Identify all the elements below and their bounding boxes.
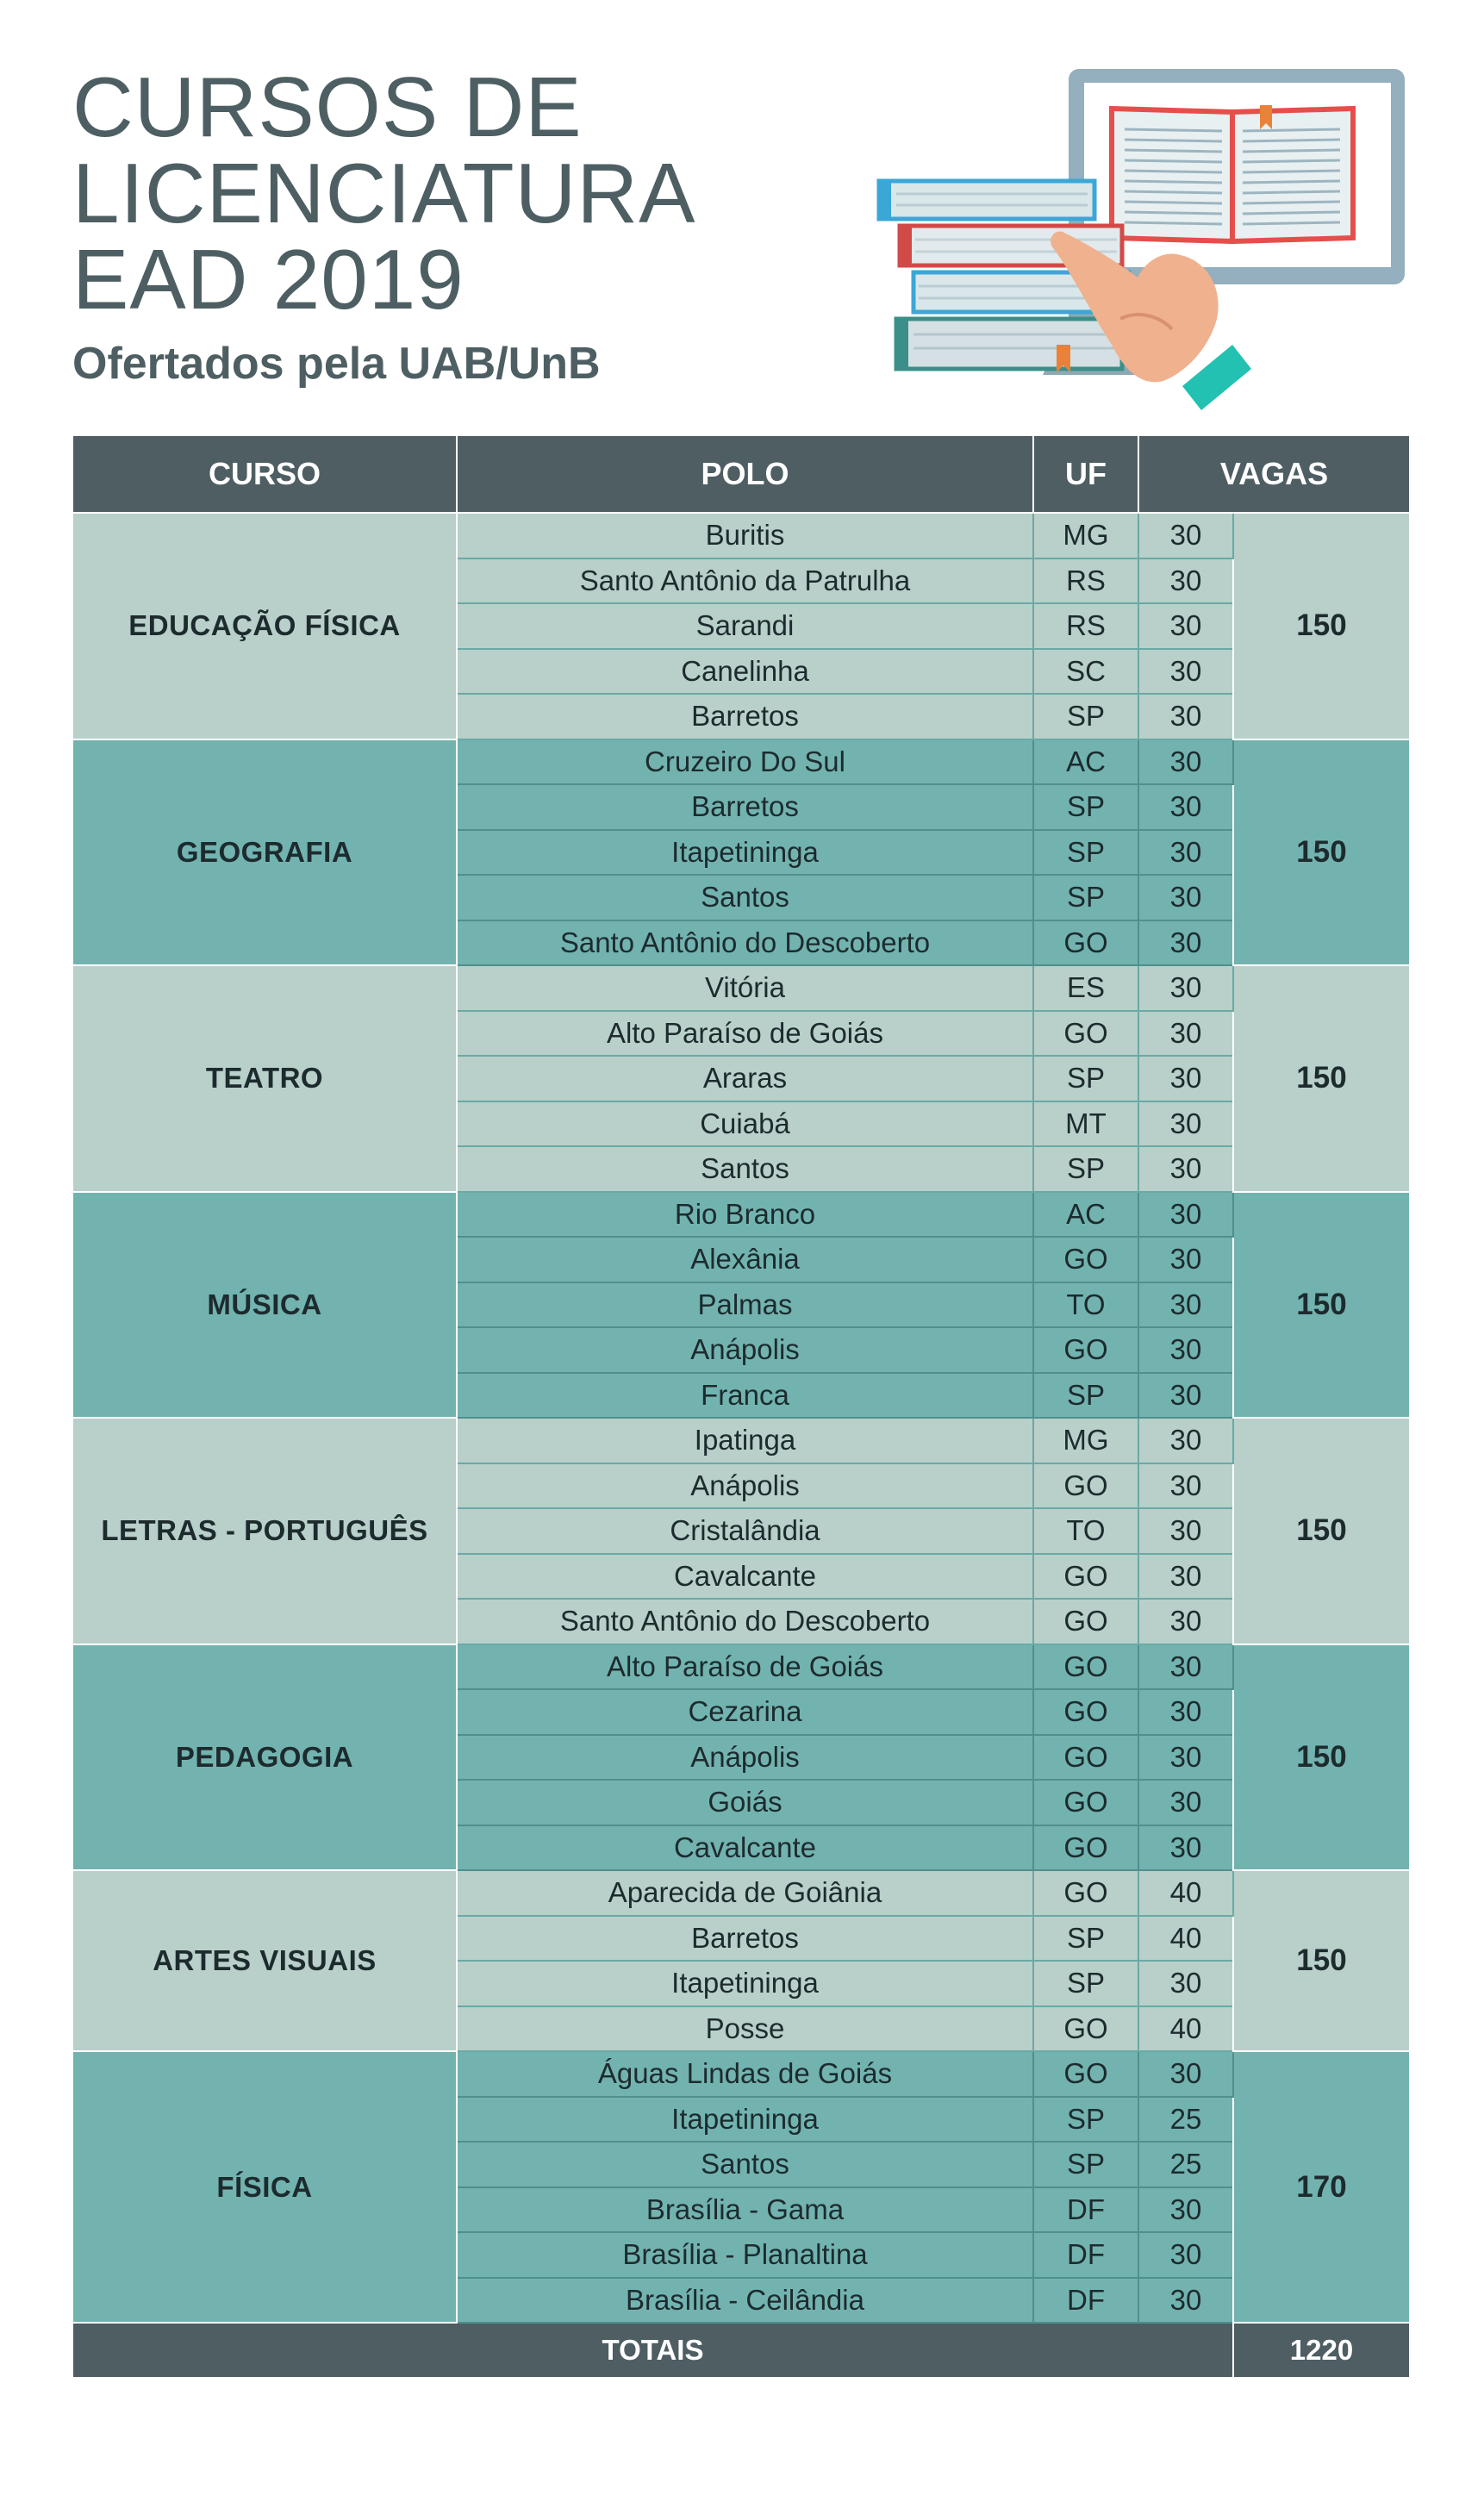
vagas-cell: 30: [1138, 649, 1233, 695]
vagas-cell: 30: [1138, 1554, 1233, 1600]
vagas-cell: 30: [1138, 1961, 1233, 2006]
polo-cell: Goiás: [457, 1780, 1033, 1825]
polo-cell: Alto Paraíso de Goiás: [457, 1644, 1033, 1690]
vagas-cell: 30: [1138, 558, 1233, 604]
vagas-cell: 30: [1138, 830, 1233, 876]
vagas-cell: 30: [1138, 1282, 1233, 1328]
uf-cell: TO: [1033, 1508, 1138, 1554]
polo-cell: Ipatinga: [457, 1418, 1033, 1463]
polo-cell: Santos: [457, 1146, 1033, 1192]
uf-cell: SP: [1033, 2097, 1138, 2143]
vagas-cell: 30: [1138, 965, 1233, 1011]
uf-cell: RS: [1033, 558, 1138, 604]
polo-cell: Cezarina: [457, 1689, 1033, 1735]
uf-cell: SP: [1033, 1373, 1138, 1419]
polo-cell: Palmas: [457, 1282, 1033, 1328]
polo-cell: Anápolis: [457, 1735, 1033, 1781]
vagas-cell: 30: [1138, 1780, 1233, 1825]
totals-label: TOTAIS: [72, 2323, 1233, 2378]
vagas-cell: 30: [1138, 875, 1233, 920]
course-name-cell: PEDAGOGIA: [72, 1644, 457, 1871]
vagas-cell: 30: [1138, 1463, 1233, 1509]
vagas-cell: 30: [1138, 1011, 1233, 1057]
vagas-cell: 25: [1138, 2097, 1233, 2143]
uf-cell: GO: [1033, 1599, 1138, 1644]
table-row: [72, 739, 1410, 785]
uf-cell: GO: [1033, 1870, 1138, 1916]
vagas-cell: 30: [1138, 1689, 1233, 1735]
vagas-cell: 30: [1138, 1237, 1233, 1282]
books-computer-illustration: [862, 60, 1422, 414]
uf-cell: SP: [1033, 1961, 1138, 2006]
uf-cell: SP: [1033, 1146, 1138, 1192]
uf-cell: MG: [1033, 513, 1138, 558]
polo-cell: Itapetininga: [457, 1961, 1033, 2006]
uf-cell: GO: [1033, 1644, 1138, 1690]
uf-cell: GO: [1033, 2051, 1138, 2097]
polo-cell: Brasília - Ceilândia: [457, 2278, 1033, 2324]
polo-cell: Itapetininga: [457, 2097, 1033, 2143]
vagas-cell: 30: [1138, 1418, 1233, 1463]
uf-cell: SP: [1033, 694, 1138, 739]
table-row: [72, 1418, 1410, 1463]
polo-cell: Barretos: [457, 1916, 1033, 1962]
vagas-cell: 30: [1138, 1146, 1233, 1192]
polo-cell: Cuiabá: [457, 1101, 1033, 1147]
vagas-cell: 30: [1138, 513, 1233, 558]
totals-row: [72, 2323, 1410, 2378]
vagas-cell: 30: [1138, 2187, 1233, 2233]
uf-cell: GO: [1033, 1463, 1138, 1509]
course-total-cell: 150: [1233, 513, 1410, 739]
polo-cell: Anápolis: [457, 1327, 1033, 1373]
uf-cell: DF: [1033, 2232, 1138, 2278]
uf-cell: DF: [1033, 2278, 1138, 2324]
polo-cell: Santo Antônio da Patrulha: [457, 558, 1033, 604]
vagas-cell: 30: [1138, 2232, 1233, 2278]
uf-cell: SP: [1033, 875, 1138, 920]
uf-cell: GO: [1033, 1011, 1138, 1057]
table-row: [72, 1870, 1410, 1916]
page-title: [72, 59, 696, 327]
vagas-cell: 30: [1138, 1825, 1233, 1871]
uf-cell: SC: [1033, 649, 1138, 695]
vagas-cell: 30: [1138, 920, 1233, 966]
polo-cell: Cavalcante: [457, 1554, 1033, 1600]
uf-cell: GO: [1033, 1780, 1138, 1825]
uf-cell: GO: [1033, 1554, 1138, 1600]
uf-cell: SP: [1033, 1056, 1138, 1101]
uf-cell: ES: [1033, 965, 1138, 1011]
polo-cell: Franca: [457, 1373, 1033, 1419]
vagas-cell: 30: [1138, 1101, 1233, 1147]
uf-cell: AC: [1033, 1192, 1138, 1238]
title-line: LICENCIATURA: [72, 146, 696, 240]
polo-cell: Araras: [457, 1056, 1033, 1101]
uf-cell: GO: [1033, 2006, 1138, 2052]
course-total-cell: 150: [1233, 965, 1410, 1192]
page-subtitle: Ofertados pela UAB/UnB: [72, 339, 601, 389]
course-name-cell: TEATRO: [72, 965, 457, 1192]
table-row: [72, 1192, 1410, 1238]
polo-cell: Cristalândia: [457, 1508, 1033, 1554]
polo-cell: Posse: [457, 2006, 1033, 2052]
vagas-cell: 30: [1138, 2051, 1233, 2097]
vagas-cell: 30: [1138, 603, 1233, 649]
vagas-cell: 30: [1138, 784, 1233, 830]
polo-cell: Itapetininga: [457, 830, 1033, 876]
polo-cell: Santo Antônio do Descoberto: [457, 920, 1033, 966]
table-header-row: [72, 435, 1410, 513]
table-row: [72, 513, 1410, 558]
course-name-cell: ARTES VISUAIS: [72, 1870, 457, 2051]
vagas-cell: 30: [1138, 1508, 1233, 1554]
table-row: [72, 2051, 1410, 2097]
polo-cell: Cruzeiro Do Sul: [457, 739, 1033, 785]
table-row: [72, 1644, 1410, 1690]
courses-table: [72, 434, 1411, 2379]
open-book-icon: [1112, 105, 1353, 241]
uf-cell: MT: [1033, 1101, 1138, 1147]
vagas-cell: 30: [1138, 2278, 1233, 2324]
vagas-cell: 30: [1138, 1327, 1233, 1373]
vagas-cell: 30: [1138, 1056, 1233, 1101]
course-total-cell: 150: [1233, 1418, 1410, 1644]
polo-cell: Canelinha: [457, 649, 1033, 695]
column-header-vagas: VAGAS: [1138, 435, 1410, 513]
polo-cell: Anápolis: [457, 1463, 1033, 1509]
polo-cell: Santo Antônio do Descoberto: [457, 1599, 1033, 1644]
course-total-cell: 170: [1233, 2051, 1410, 2323]
course-total-cell: 150: [1233, 1644, 1410, 1871]
polo-cell: Aparecida de Goiânia: [457, 1870, 1033, 1916]
column-header-uf: UF: [1033, 435, 1138, 513]
vagas-cell: 30: [1138, 1644, 1233, 1690]
uf-cell: AC: [1033, 739, 1138, 785]
polo-cell: Alto Paraíso de Goiás: [457, 1011, 1033, 1057]
polo-cell: Barretos: [457, 694, 1033, 739]
uf-cell: GO: [1033, 1237, 1138, 1282]
vagas-cell: 30: [1138, 1192, 1233, 1238]
polo-cell: Santos: [457, 2142, 1033, 2187]
course-total-cell: 150: [1233, 1870, 1410, 2051]
vagas-cell: 30: [1138, 1373, 1233, 1419]
grand-total: 1220: [1233, 2323, 1410, 2378]
polo-cell: Brasília - Gama: [457, 2187, 1033, 2233]
uf-cell: MG: [1033, 1418, 1138, 1463]
polo-cell: Vitória: [457, 965, 1033, 1011]
course-total-cell: 150: [1233, 739, 1410, 966]
polo-cell: Rio Branco: [457, 1192, 1033, 1238]
vagas-cell: 40: [1138, 2006, 1233, 2052]
polo-cell: Sarandi: [457, 603, 1033, 649]
column-header-curso: CURSO: [72, 435, 457, 513]
polo-cell: Barretos: [457, 784, 1033, 830]
vagas-cell: 40: [1138, 1870, 1233, 1916]
table-body: [72, 513, 1410, 2323]
polo-cell: Santos: [457, 875, 1033, 920]
course-name-cell: EDUCAÇÃO FÍSICA: [72, 513, 457, 739]
vagas-cell: 30: [1138, 1599, 1233, 1644]
uf-cell: DF: [1033, 2187, 1138, 2233]
table-row: [72, 965, 1410, 1011]
course-total-cell: 150: [1233, 1192, 1410, 1419]
polo-cell: Brasília - Planaltina: [457, 2232, 1033, 2278]
course-name-cell: LETRAS - PORTUGUÊS: [72, 1418, 457, 1644]
uf-cell: RS: [1033, 603, 1138, 649]
course-name-cell: FÍSICA: [72, 2051, 457, 2323]
title-line: EAD 2019: [72, 232, 465, 327]
title-line: CURSOS DE: [72, 59, 583, 154]
uf-cell: SP: [1033, 2142, 1138, 2187]
uf-cell: GO: [1033, 1735, 1138, 1781]
uf-cell: GO: [1033, 1689, 1138, 1735]
vagas-cell: 30: [1138, 694, 1233, 739]
uf-cell: GO: [1033, 920, 1138, 966]
vagas-cell: 40: [1138, 1916, 1233, 1962]
vagas-cell: 30: [1138, 1735, 1233, 1781]
vagas-cell: 25: [1138, 2142, 1233, 2187]
polo-cell: Alexânia: [457, 1237, 1033, 1282]
uf-cell: GO: [1033, 1327, 1138, 1373]
vagas-cell: 30: [1138, 739, 1233, 785]
column-header-polo: POLO: [457, 435, 1033, 513]
uf-cell: GO: [1033, 1825, 1138, 1871]
uf-cell: SP: [1033, 830, 1138, 876]
uf-cell: TO: [1033, 1282, 1138, 1328]
polo-cell: Buritis: [457, 513, 1033, 558]
polo-cell: Águas Lindas de Goiás: [457, 2051, 1033, 2097]
polo-cell: Cavalcante: [457, 1825, 1033, 1871]
uf-cell: SP: [1033, 1916, 1138, 1962]
course-name-cell: MÚSICA: [72, 1192, 457, 1419]
uf-cell: SP: [1033, 784, 1138, 830]
course-name-cell: GEOGRAFIA: [72, 739, 457, 966]
